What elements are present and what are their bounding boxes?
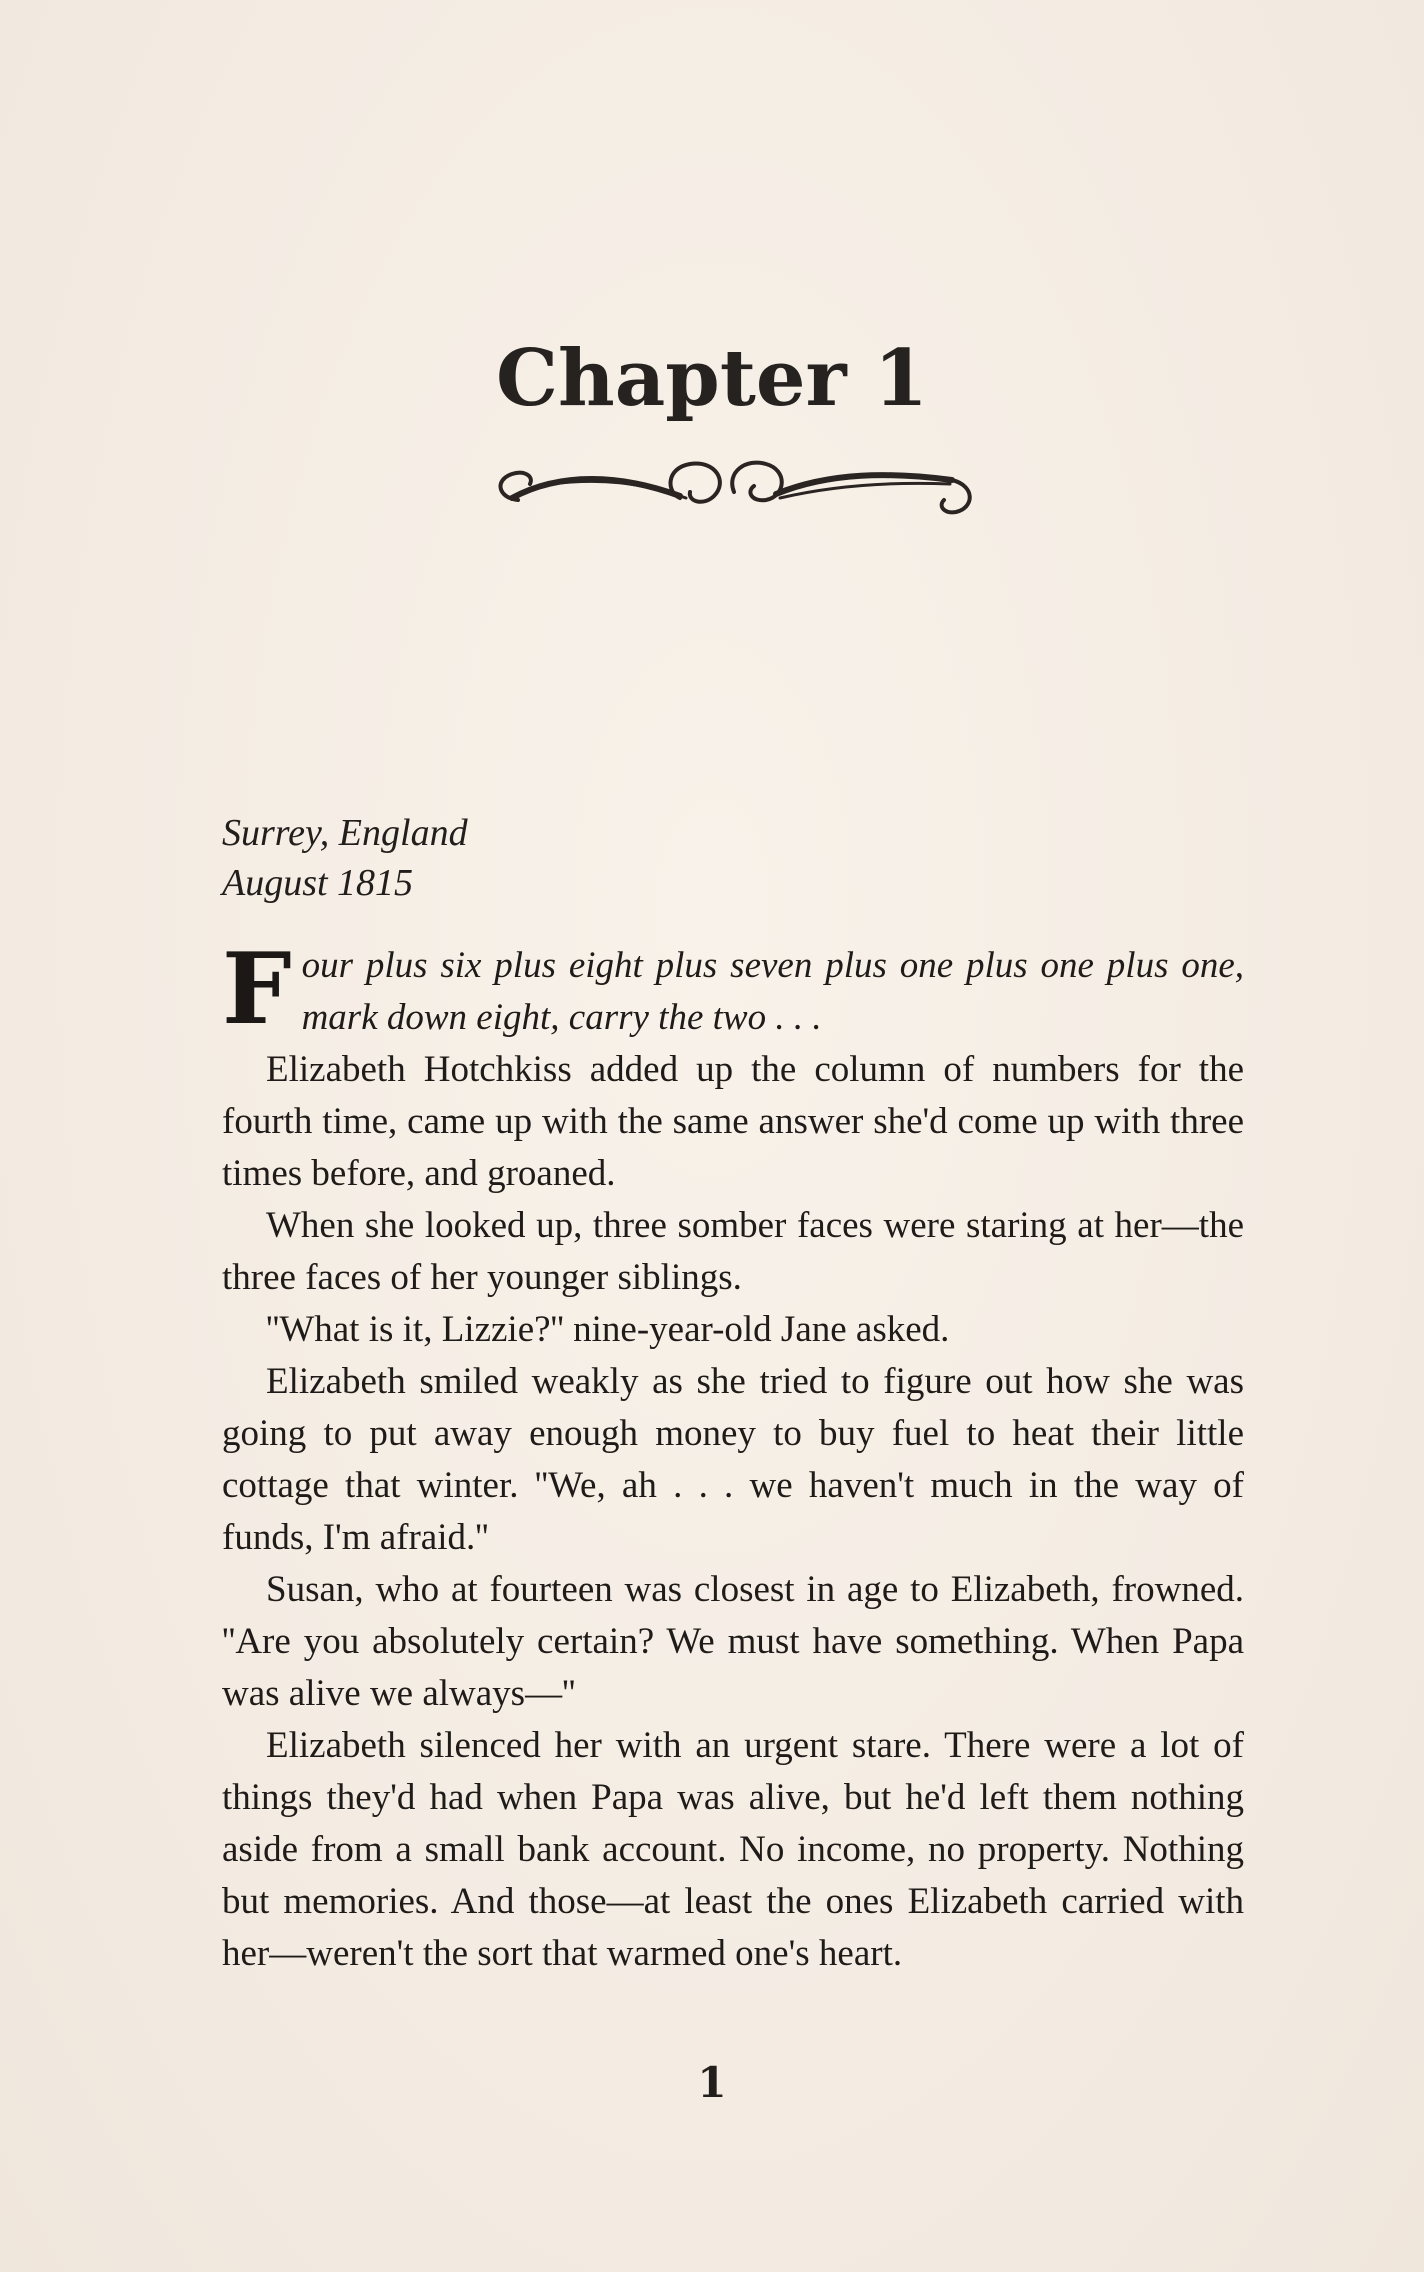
chapter-body [222, 932, 1244, 1980]
paragraph: Elizabeth silenced her with an urgent stare. There were a lot of things they'd had when Papa was alive, but he'd left them nothing aside from a small bank account. No income, no property. Nothing but memories. And those—at least the ones Elizabeth carried with her—weren't the sort that warmed one's heart. [222, 1725, 1244, 1974]
paragraph: Elizabeth Hotchkiss added up the column of numbers for the fourth time, came up with the same answer she'd come up with three times before, and groaned. [222, 1049, 1244, 1194]
paragraph: ''What is it, Lizzie?'' nine-year-old Jane asked. [266, 1309, 950, 1350]
page-number: 1 [697, 2058, 727, 2107]
paragraph: Elizabeth smiled weakly as she tried to figure out how she was going to put away enough money to buy fuel to heat their little cottage that winter. ''We, ah . . . we haven't much in the way of funds, I'm afraid.'' [222, 1361, 1244, 1558]
scroll-flourish-icon [490, 452, 980, 522]
setting-date: August 1815 [222, 862, 414, 904]
paragraph: When she looked up, three somber faces were staring at her—the three faces of her younger siblings. [222, 1205, 1244, 1298]
opening-text: our plus six plus eight plus seven plus one plus one plus one, mark down eight, carry the two . . . [301, 945, 1244, 1038]
setting-place: Surrey, England [222, 812, 468, 854]
opening-paragraph [222, 932, 1244, 1047]
chapter-title: Chapter 1 [495, 333, 929, 424]
paragraph: Susan, who at fourteen was closest in age to Elizabeth, frowned. ''Are you absolutely certain? We must have something. When Papa was alive we always—'' [222, 1569, 1244, 1714]
setting-heading [222, 808, 468, 908]
drop-cap: F [222, 932, 292, 1047]
